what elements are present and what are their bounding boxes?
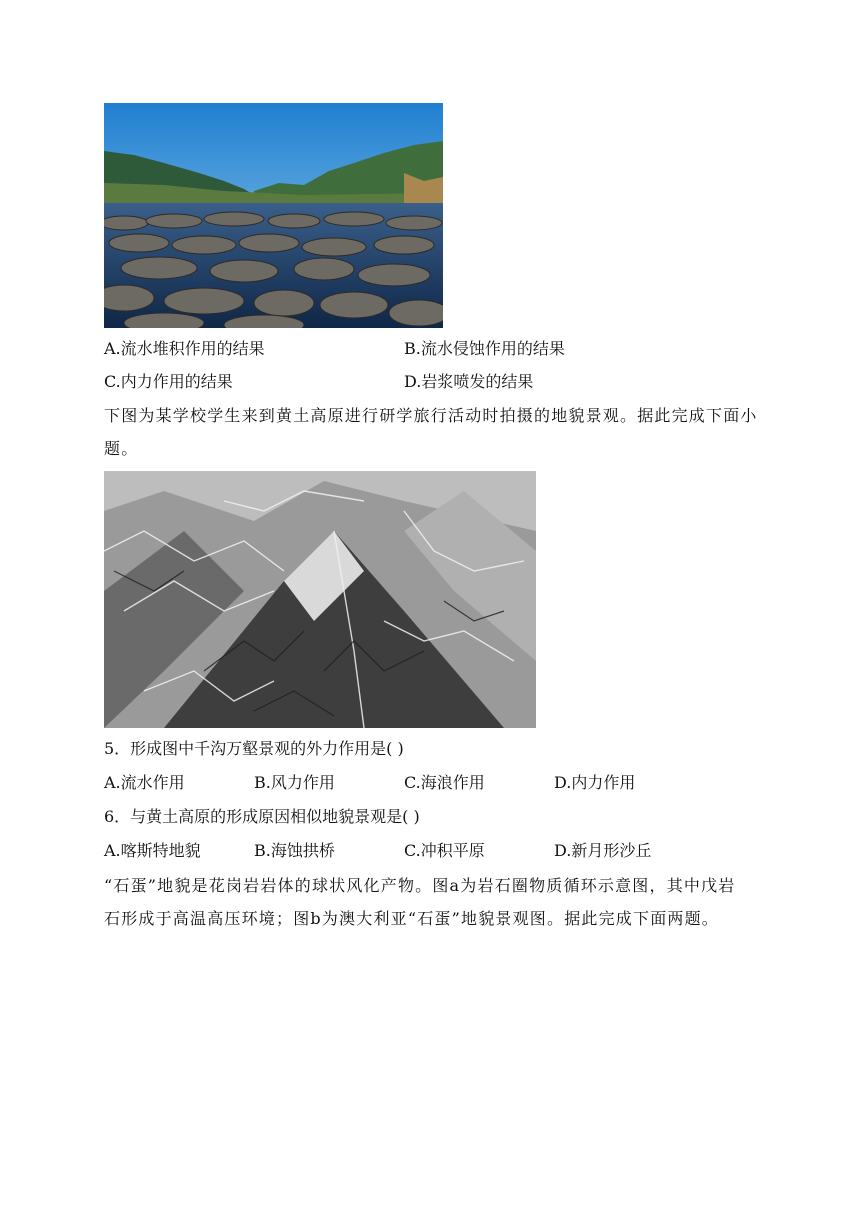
q4-option-d: D.岩浆喷发的结果	[404, 372, 534, 391]
q5-stem: 5．形成图中千沟万壑景观的外力作用是( )	[104, 739, 404, 758]
loess-gully-illustration	[104, 471, 536, 728]
q6-stem: 6．与黄土高原的形成原因相似地貌景观是( )	[104, 807, 420, 826]
q6-option-a: A.喀斯特地貌	[104, 841, 201, 860]
stone-egg-intro-text: “石蛋”地貌是花岗岩岩体的球状风化产物。图a为岩石圈物质循环示意图，其中戊岩石形成于高温高压环境；图b为澳大利亚“石蛋”地貌景观图。据此完成下面两题。	[104, 876, 736, 928]
loess-plateau-photo	[104, 471, 536, 728]
q5-option-c: C.海浪作用	[404, 773, 485, 792]
q6-option-d: D.新月形沙丘	[554, 841, 652, 860]
q6-option-b: B.海蚀拱桥	[254, 841, 335, 860]
q5-option-a: A.流水作用	[104, 773, 185, 792]
q4-option-a: A.流水堆积作用的结果	[104, 339, 265, 358]
q6-option-c: C.冲积平原	[404, 841, 485, 860]
river-rocks-photo	[104, 103, 443, 328]
river-rocks-illustration	[104, 103, 443, 328]
q5-option-d: D.内力作用	[554, 773, 636, 792]
q4-option-c: C.内力作用的结果	[104, 372, 233, 391]
q5-option-b: B.风力作用	[254, 773, 335, 792]
q4-option-b: B.流水侵蚀作用的结果	[404, 339, 565, 358]
loess-intro-text: 下图为某学校学生来到黄土高原进行研学旅行活动时拍摄的地貌景观。据此完成下面小题。	[104, 406, 758, 458]
